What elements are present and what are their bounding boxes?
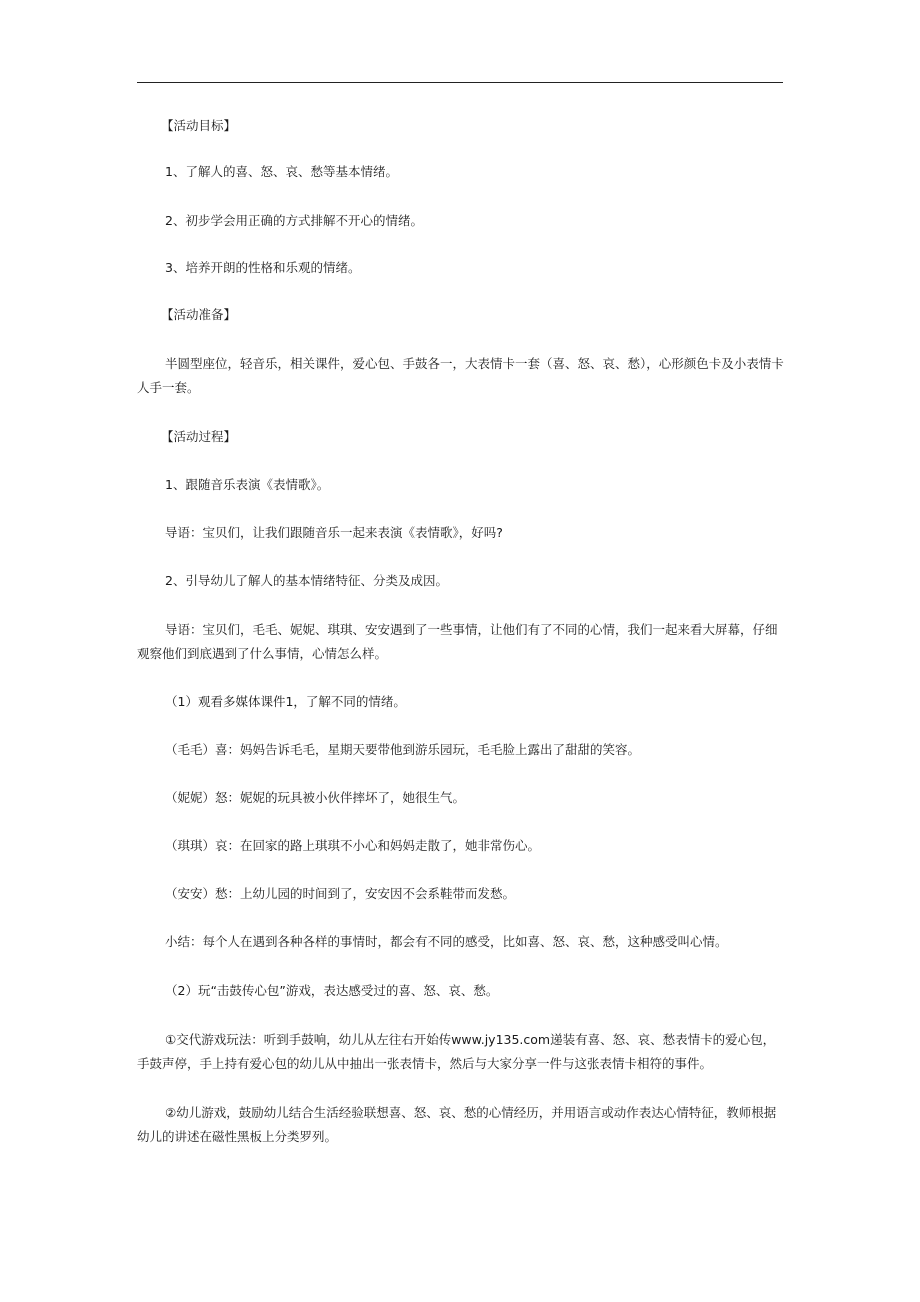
case-anan: （安安）愁：上幼儿园的时间到了，安安因不会系鞋带而发愁。	[165, 886, 516, 901]
process-step-1: 1、跟随音乐表演《表情歌》。	[165, 477, 330, 492]
process-step-2-guide: 导语：宝贝们，毛毛、妮妮、琪琪、安安遇到了一些事情，让他们有了不同的心情，我们一起来看大屏幕，仔细观察他们到底遇到了什么事情，心情怎么样。	[137, 622, 778, 661]
goal-item-3: 3、培养开朗的性格和乐观的情绪。	[165, 260, 361, 275]
goal-item-2: 2、初步学会用正确的方式排解不开心的情绪。	[165, 213, 423, 228]
case-qiqi: （琪琪）哀：在回家的路上琪琪不小心和妈妈走散了，她非常伤心。	[165, 838, 541, 853]
summary: 小结：每个人在遇到各种各样的事情时，都会有不同的感受，比如喜、怒、哀、愁，这种感受叫心情。	[165, 934, 728, 949]
case-maomao: （毛毛）喜：妈妈告诉毛毛，星期天要带他到游乐园玩，毛毛脸上露出了甜甜的笑容。	[165, 742, 641, 757]
goal-item-1: 1、了解人的喜、怒、哀、愁等基本情绪。	[165, 164, 398, 179]
game-rule-2: ②幼儿游戏，鼓励幼儿结合生活经验联想喜、怒、哀、愁的心情经历，并用语言或动作表达心情特征，教师根据幼儿的讲述在磁性黑板上分类罗列。	[137, 1105, 777, 1144]
heading-prep: 【活动准备】	[161, 307, 237, 322]
heading-process: 【活动过程】	[161, 429, 237, 444]
process-step-2: 2、引导幼儿了解人的基本情绪特征、分类及成因。	[165, 573, 448, 588]
sub-step-1: （1）观看多媒体课件1，了解不同的情绪。	[165, 694, 406, 709]
heading-goals: 【活动目标】	[161, 118, 237, 133]
prep-paragraph: 半圆型座位，轻音乐，相关课件，爱心包、手鼓各一，大表情卡一套（喜、怒、哀、愁），心形颜色卡及小表情卡人手一套。	[137, 356, 784, 395]
process-step-1-guide: 导语：宝贝们，让我们跟随音乐一起来表演《表情歌》，好吗?	[165, 525, 503, 540]
sub-step-2: （2）玩“击鼓传心包”游戏，表达感受过的喜、怒、哀、愁。	[165, 983, 499, 998]
case-nini: （妮妮）怒：妮妮的玩具被小伙伴摔坏了，她很生气。	[165, 790, 466, 805]
game-rule-1: ①交代游戏玩法：听到手鼓响，幼儿从左往右开始传www.jy135.com递装有喜、怒、哀、愁表情卡的爱心包，手鼓声停，手上持有爱心包的幼儿从中抽出一张表情卡，然后与大家分享一件与这张表情卡相符的事件。	[137, 1032, 776, 1071]
